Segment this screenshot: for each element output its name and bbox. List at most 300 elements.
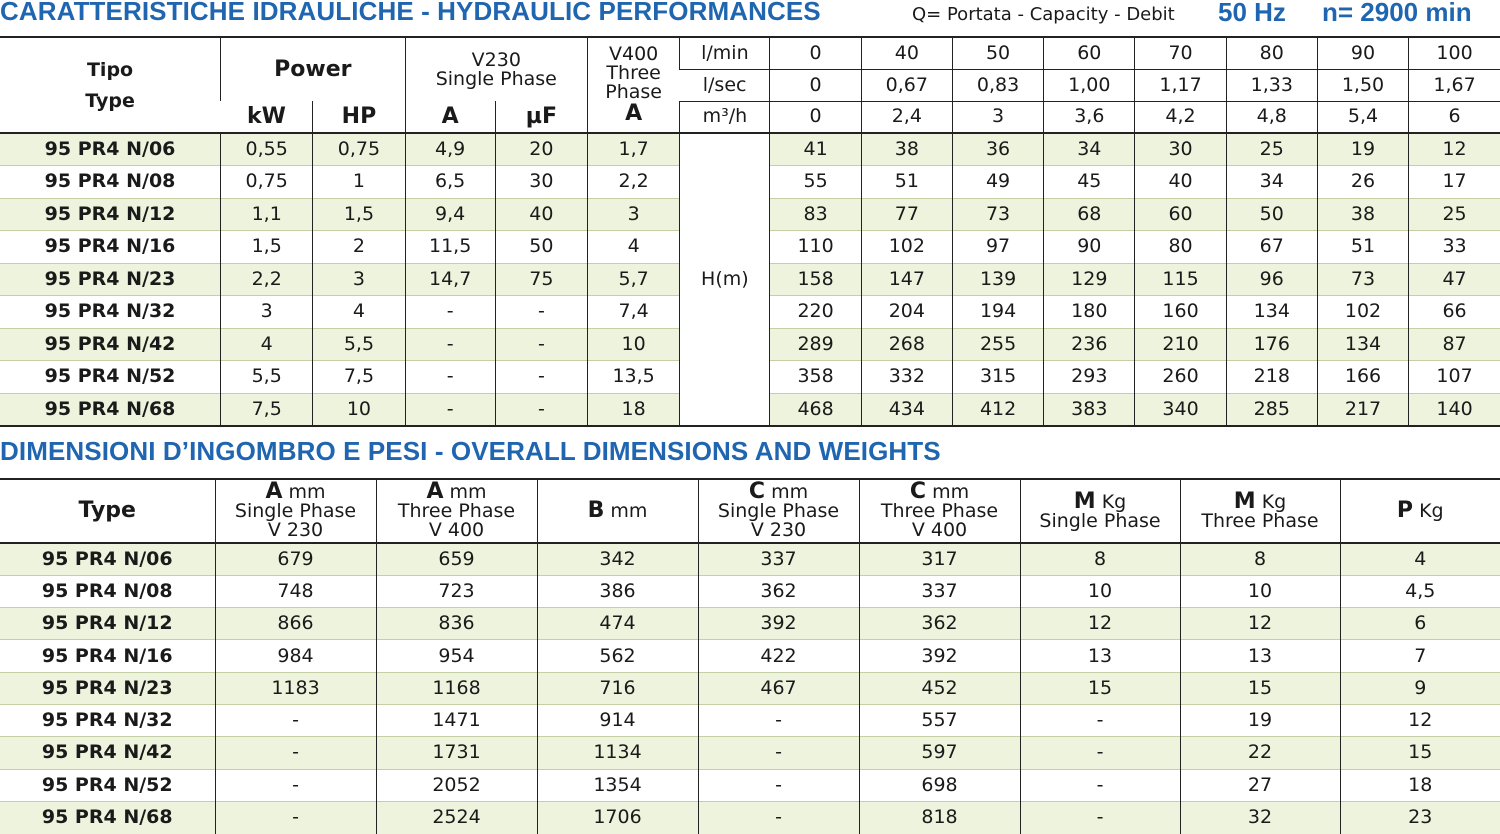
head-value: 90 [1044,231,1135,264]
cell-kw: 0,55 [221,133,313,166]
dim-unit: mm [610,500,648,522]
flow-unit-1: l/sec [680,69,770,101]
flow-value: 1,17 [1135,69,1226,101]
head-value: 268 [861,328,952,361]
head-value: 102 [1317,296,1408,329]
dim-unit: Kg [1419,500,1444,522]
head-value: 77 [861,198,952,231]
v400-label-1: V400 [609,42,659,65]
cell-kw: 1,1 [221,198,313,231]
dim-value: 7 [1340,640,1500,672]
dim-header-4 [698,479,859,543]
dim-phase: Three Phase [1201,509,1319,532]
cell-a230: - [405,393,495,426]
dim-value: 337 [859,575,1020,607]
cell-a230: - [405,296,495,329]
table-row [0,575,1500,607]
dim-header-title [1021,488,1180,514]
type-header-label: Type [78,498,136,523]
dim-value: 2524 [376,801,537,833]
flow-unit-2: m³/h [680,101,770,133]
head-value: 73 [952,198,1043,231]
dim-value: 337 [698,543,859,575]
dim-header-6 [1020,479,1180,543]
v230-label: V230 [471,48,521,71]
dim-value: 392 [698,608,859,640]
head-value: 134 [1317,328,1408,361]
cell-hp: 3 [313,263,405,296]
cell-hp: 7,5 [313,361,405,394]
cell-uf: - [495,361,587,394]
flow-value: 1,67 [1409,69,1500,101]
model-type: 95 PR4 N/52 [0,769,215,801]
cell-kw: 5,5 [221,361,313,394]
head-value: 51 [1317,231,1408,264]
head-value: 26 [1317,166,1408,199]
model-type: 95 PR4 N/68 [0,393,221,426]
head-value: 36 [952,133,1043,166]
dim-value: 10 [1020,575,1180,607]
dim-value: 818 [859,801,1020,833]
type-header [0,37,221,133]
head-value: 60 [1135,198,1226,231]
table-row [0,133,1500,166]
cell-hp: 1 [313,166,405,199]
head-value: 49 [952,166,1043,199]
dim-value: 15 [1180,672,1340,704]
dim-header-1 [215,479,376,543]
dim-phase: Three Phase [880,500,999,522]
table-row [0,543,1500,575]
dim-voltage: V 400 [911,519,968,541]
dim-voltage: V 400 [428,519,485,541]
cell-a400: 3 [588,198,680,231]
flow-value: 4,2 [1135,101,1226,133]
flow-value: 3,6 [1044,101,1135,133]
head-value: 67 [1226,231,1317,264]
dim-voltage: V 230 [267,519,324,541]
dim-value: 723 [376,575,537,607]
head-value: 176 [1226,328,1317,361]
dimensions-title: DIMENSIONI D’INGOMBRO E PESI - OVERALL DIMENSIONS AND WEIGHTS [0,436,941,466]
head-value: 139 [952,263,1043,296]
dim-voltage: V 230 [750,519,807,541]
head-value: 25 [1226,133,1317,166]
cell-a400: 1,7 [588,133,680,166]
dim-value: 15 [1020,672,1180,704]
cell-hp: 2 [313,231,405,264]
dim-value: 6 [1340,608,1500,640]
cell-a230: - [405,328,495,361]
flow-value: 100 [1409,37,1500,69]
dim-unit: Kg [1101,490,1127,513]
table-row [0,769,1500,801]
dim-value: 4,5 [1340,575,1500,607]
dim-value: 12 [1020,608,1180,640]
speed-label: n= 2900 min [1322,0,1472,27]
head-value: 260 [1135,361,1226,394]
dim-value: 342 [537,543,698,575]
model-type: 95 PR4 N/23 [0,263,221,296]
dim-value: 13 [1020,640,1180,672]
head-value: 40 [1135,166,1226,199]
dim-unit: mm [288,481,326,503]
head-value: 129 [1044,263,1135,296]
model-type: 95 PR4 N/52 [0,361,221,394]
dim-header-title [860,479,1020,504]
head-value: 34 [1226,166,1317,199]
head-value: 73 [1317,263,1408,296]
dim-header-title [1341,498,1500,523]
flow-value: 60 [1044,37,1135,69]
dim-value: 866 [215,608,376,640]
cell-kw: 7,5 [221,393,313,426]
dim-value: 23 [1340,801,1500,833]
cell-uf: 75 [495,263,587,296]
dim-value: 984 [215,640,376,672]
head-value: 83 [770,198,861,231]
flow-value: 4,8 [1226,101,1317,133]
cell-uf: 50 [495,231,587,264]
flow-value: 0,83 [952,69,1043,101]
dim-value: 8 [1020,543,1180,575]
head-value: 383 [1044,393,1135,426]
head-value: 50 [1226,198,1317,231]
dim-value: 474 [537,608,698,640]
flow-value: 80 [1226,37,1317,69]
head-value: 34 [1044,133,1135,166]
dim-value: 13 [1180,640,1340,672]
flow-value: 90 [1317,37,1408,69]
dim-value: - [698,769,859,801]
head-value: 140 [1409,393,1500,426]
dim-value: - [1020,801,1180,833]
model-type: 95 PR4 N/32 [0,296,221,329]
dim-header-3 [537,479,698,543]
cell-hp: 4 [313,296,405,329]
head-value: 217 [1317,393,1408,426]
capacity-legend: Q= Portata - Capacity - Debit [912,4,1175,25]
dim-phase: Single Phase [234,500,357,522]
dim-value: 659 [376,543,537,575]
model-type: 95 PR4 N/23 [0,672,215,704]
dim-unit: mm [771,481,809,503]
dim-value: - [698,704,859,736]
dim-value: 557 [859,704,1020,736]
dim-unit: mm [449,481,487,503]
cell-uf: - [495,393,587,426]
cell-a400: 13,5 [588,361,680,394]
hydraulic-performance-table [0,36,1500,427]
dim-value: 32 [1180,801,1340,833]
cell-a230: 4,9 [405,133,495,166]
v230-header [405,37,587,101]
flow-value: 2,4 [861,101,952,133]
model-type: 95 PR4 N/12 [0,608,215,640]
cell-a230: 6,5 [405,166,495,199]
dim-header-5 [859,479,1020,543]
head-value: 87 [1409,328,1500,361]
head-value: 158 [770,263,861,296]
head-value: 55 [770,166,861,199]
dim-value: 914 [537,704,698,736]
model-type: 95 PR4 N/68 [0,801,215,833]
cell-kw: 1,5 [221,231,313,264]
v400-header [588,37,680,133]
dim-value: 392 [859,640,1020,672]
cell-kw: 2,2 [221,263,313,296]
dim-value: 8 [1180,543,1340,575]
flow-value: 1,00 [1044,69,1135,101]
dimensions-weights-table [0,478,1500,834]
dim-value: 4 [1340,543,1500,575]
cell-hp: 10 [313,393,405,426]
dim-value: 1168 [376,672,537,704]
frequency-label: 50 Hz [1218,0,1286,27]
cell-kw: 3 [221,296,313,329]
model-type: 95 PR4 N/16 [0,231,221,264]
flow-value: 40 [861,37,952,69]
model-type: 95 PR4 N/08 [0,166,221,199]
dim-value: 467 [698,672,859,704]
flow-value: 0 [770,101,861,133]
head-value: 293 [1044,361,1135,394]
model-type: 95 PR4 N/12 [0,198,221,231]
flow-value: 6 [1409,101,1500,133]
table-row [0,737,1500,769]
dim-value: 12 [1180,608,1340,640]
dim-value: 22 [1180,737,1340,769]
head-value: 110 [770,231,861,264]
dim-header-title [1181,488,1340,514]
dim-phase: Single Phase [717,500,840,522]
cell-a400: 7,4 [588,296,680,329]
dim-value: 562 [537,640,698,672]
head-value: 285 [1226,393,1317,426]
head-value: 30 [1135,133,1226,166]
dim-value: 10 [1180,575,1340,607]
cell-a400: 2,2 [588,166,680,199]
dim-value: - [698,737,859,769]
head-meters-label: H(m) [680,133,770,426]
head-value: 358 [770,361,861,394]
power-header: Power [221,37,405,101]
dim-header-title [216,479,376,504]
flow-unit-0: l/min [680,37,770,69]
head-value: 66 [1409,296,1500,329]
dim-unit: mm [932,481,970,503]
dim-value: - [698,801,859,833]
cell-kw: 4 [221,328,313,361]
cell-uf: - [495,328,587,361]
dim-key: P [1396,498,1414,523]
dim-value: - [1020,737,1180,769]
amp-header: A [405,101,495,133]
dim-key: M [1073,488,1096,514]
dim-value: 18 [1340,769,1500,801]
head-value: 41 [770,133,861,166]
model-type: 95 PR4 N/42 [0,328,221,361]
cell-hp: 1,5 [313,198,405,231]
head-value: 340 [1135,393,1226,426]
dim-unit: Kg [1261,490,1287,513]
dim-key: A [265,479,283,504]
dim-header-title [699,479,859,504]
cell-a400: 18 [588,393,680,426]
table-row [0,640,1500,672]
dim-header-title [538,498,698,523]
dim-value: 362 [698,575,859,607]
cell-uf: 40 [495,198,587,231]
dim-value: 362 [859,608,1020,640]
cell-a400: 10 [588,328,680,361]
cell-kw: 0,75 [221,166,313,199]
head-value: 255 [952,328,1043,361]
head-value: 468 [770,393,861,426]
head-value: 38 [1317,198,1408,231]
dim-value: 27 [1180,769,1340,801]
dim-key: C [909,479,927,504]
cell-a230: - [405,361,495,394]
head-value: 180 [1044,296,1135,329]
head-value: 107 [1409,361,1500,394]
model-type: 95 PR4 N/42 [0,737,215,769]
dim-value: 679 [215,543,376,575]
flow-value: 1,33 [1226,69,1317,101]
head-value: 166 [1317,361,1408,394]
cell-a230: 11,5 [405,231,495,264]
cell-a230: 9,4 [405,198,495,231]
dim-value: 1471 [376,704,537,736]
head-value: 204 [861,296,952,329]
single-phase-label: Single Phase [435,67,557,90]
dim-header-title [377,479,537,504]
table-row [0,608,1500,640]
head-value: 33 [1409,231,1500,264]
hp-header: HP [313,101,405,133]
dim-value: - [215,704,376,736]
head-value: 160 [1135,296,1226,329]
dim-value: 386 [537,575,698,607]
dim-key: A [426,479,444,504]
cell-uf: 30 [495,166,587,199]
v400-label-3: Phase [605,80,662,103]
head-value: 96 [1226,263,1317,296]
head-value: 147 [861,263,952,296]
tipo-label: Tipo [86,59,134,81]
flow-value: 5,4 [1317,101,1408,133]
flow-value: 1,50 [1317,69,1408,101]
dim-header-7 [1180,479,1340,543]
model-type: 95 PR4 N/32 [0,704,215,736]
dim-value: 1354 [537,769,698,801]
flow-value: 0 [770,69,861,101]
dim-value: 2052 [376,769,537,801]
hydraulic-title: CARATTERISTICHE IDRAULICHE - HYDRAULIC PERFORMANCES [0,0,821,26]
dim-value: 19 [1180,704,1340,736]
table-row [0,704,1500,736]
cell-uf: - [495,296,587,329]
flow-value: 70 [1135,37,1226,69]
table-row [0,801,1500,833]
cell-uf: 20 [495,133,587,166]
v400-label-2: Three [606,61,661,84]
dim-value: 12 [1340,704,1500,736]
head-value: 315 [952,361,1043,394]
head-value: 45 [1044,166,1135,199]
head-value: 68 [1044,198,1135,231]
dim-value: 9 [1340,672,1500,704]
dim-header-8 [1340,479,1500,543]
dim-value: 1731 [376,737,537,769]
flow-value: 0,67 [861,69,952,101]
flow-value: 0 [770,37,861,69]
dim-value: 748 [215,575,376,607]
dim-value: - [1020,769,1180,801]
dim-value: - [1020,704,1180,736]
dim-value: 15 [1340,737,1500,769]
dim-header-0 [0,479,215,543]
dim-value: 422 [698,640,859,672]
model-type: 95 PR4 N/06 [0,133,221,166]
head-value: 80 [1135,231,1226,264]
head-value: 332 [861,361,952,394]
dim-value: - [215,769,376,801]
cell-a400: 4 [588,231,680,264]
dim-value: 317 [859,543,1020,575]
head-value: 220 [770,296,861,329]
head-value: 434 [861,393,952,426]
dim-value: 836 [376,608,537,640]
kw-header: kW [221,101,313,133]
head-value: 97 [952,231,1043,264]
v400-amp-label: A [625,100,643,126]
dim-value: 954 [376,640,537,672]
head-value: 102 [861,231,952,264]
dim-key: C [748,479,766,504]
head-value: 194 [952,296,1043,329]
dim-value: 1183 [215,672,376,704]
head-value: 51 [861,166,952,199]
head-value: 12 [1409,133,1500,166]
head-value: 134 [1226,296,1317,329]
flow-value: 3 [952,101,1043,133]
dim-phase: Single Phase [1039,509,1161,532]
head-value: 47 [1409,263,1500,296]
model-type: 95 PR4 N/16 [0,640,215,672]
cell-a230: 14,7 [405,263,495,296]
model-type: 95 PR4 N/08 [0,575,215,607]
uf-header: µF [495,101,587,133]
dim-key: B [587,498,605,523]
dim-value: 597 [859,737,1020,769]
flow-value: 50 [952,37,1043,69]
table-row [0,672,1500,704]
head-value: 412 [952,393,1043,426]
cell-hp: 5,5 [313,328,405,361]
head-value: 236 [1044,328,1135,361]
dim-value: 698 [859,769,1020,801]
dim-header-2 [376,479,537,543]
dim-value: - [215,737,376,769]
dim-value: 1706 [537,801,698,833]
type-label: Type [85,90,135,112]
head-value: 19 [1317,133,1408,166]
dim-value: - [215,801,376,833]
dim-phase: Three Phase [397,500,516,522]
dim-value: 1134 [537,737,698,769]
head-value: 289 [770,328,861,361]
